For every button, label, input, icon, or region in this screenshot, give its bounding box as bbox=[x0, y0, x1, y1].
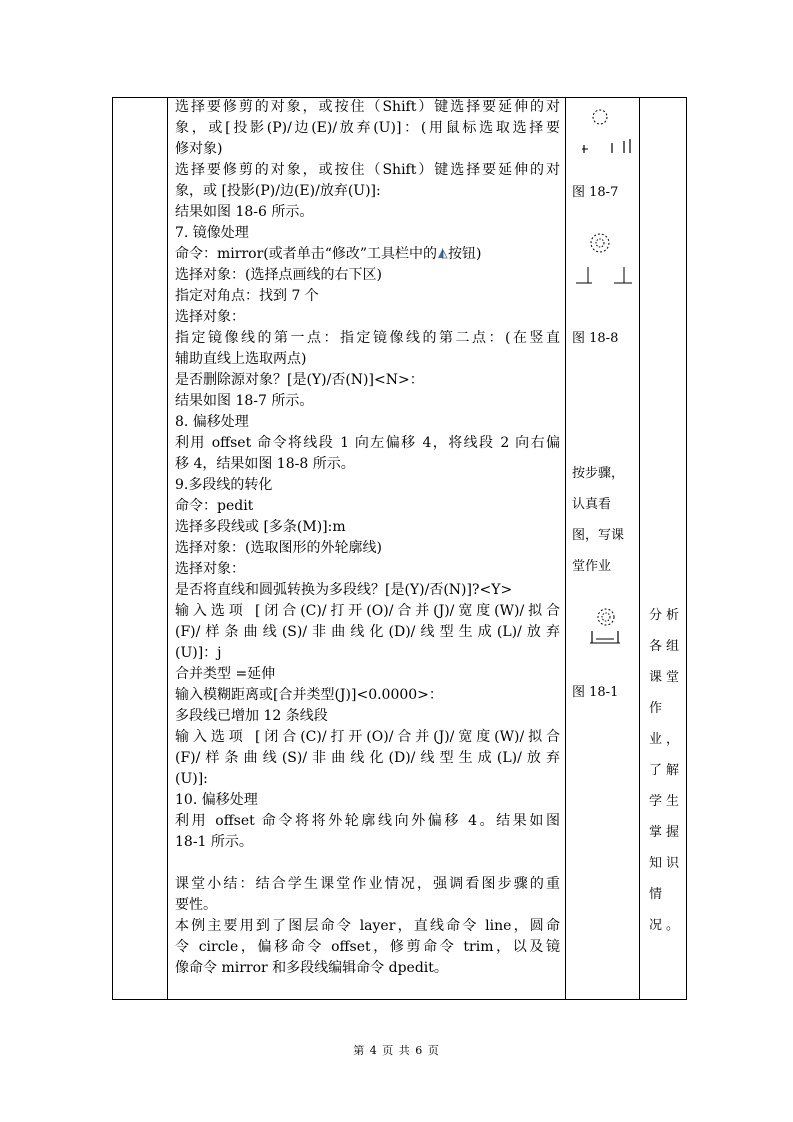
text-line: 选择要修剪的对象，或按住（Shift）键选择要延伸的对 bbox=[175, 99, 560, 115]
text-line: 合并类型 =延伸 bbox=[175, 666, 276, 682]
remark-line bbox=[649, 821, 679, 840]
figure-18-7-image bbox=[574, 103, 636, 153]
remark-char: 各 bbox=[649, 639, 663, 654]
remark-line bbox=[649, 883, 679, 902]
fig-note-2: 认真看 bbox=[572, 497, 612, 512]
text-line: 输入模糊距离或[合并类型(J)]<0.0000>： bbox=[175, 687, 443, 703]
text-line: 移 4，结果如图 18-8 所示。 bbox=[175, 456, 355, 472]
text-line bbox=[175, 244, 560, 265]
remark-char: 知 bbox=[649, 856, 663, 871]
remark-char: 作 bbox=[649, 701, 663, 716]
remark-char: 课 bbox=[649, 670, 663, 685]
text-line: 选择对象： bbox=[175, 561, 245, 577]
remark-line bbox=[649, 759, 679, 778]
mirror-tool-icon bbox=[437, 248, 448, 259]
text-line: 多段线已增加 12 条线段 bbox=[175, 708, 328, 724]
remark-line bbox=[649, 604, 679, 623]
text-line: 象，或[投影(P)/边(E)/放弃(U)]：(用鼠标选取选择要 bbox=[175, 120, 560, 136]
remark-char: 生 bbox=[665, 794, 679, 809]
text-line: 9.多段线的转化 bbox=[175, 477, 273, 493]
remark-line bbox=[649, 790, 679, 809]
text-line: (U)]：j bbox=[175, 645, 222, 661]
text-line: 辅助直线上选取两点) bbox=[175, 351, 307, 367]
remark-char: 堂 bbox=[665, 670, 679, 685]
text-line: 选择对象： bbox=[175, 309, 245, 325]
remark-char: 业 bbox=[649, 732, 663, 747]
remark-char: 学 bbox=[649, 794, 663, 809]
figure-18-1-caption: 图 18-1 bbox=[572, 685, 619, 700]
text-line: 选择对象：(选择点画线的右下区) bbox=[175, 267, 382, 283]
remark-char: 了 bbox=[649, 763, 663, 778]
column-divider-3 bbox=[639, 97, 640, 1000]
figure-18-8-image bbox=[574, 229, 636, 289]
remark-line bbox=[649, 852, 679, 871]
text-line: (F)/样条曲线(S)/非曲线化(D)/线型生成(L)/放弃 bbox=[175, 750, 560, 766]
text-line: 输入选项 [闭合(C)/打开(O)/合并(J)/宽度(W)/拟合 bbox=[175, 729, 560, 745]
remark-line bbox=[649, 697, 679, 716]
fig-note-1: 按步骤， bbox=[572, 466, 625, 481]
text-line: 命令：pedit bbox=[175, 498, 254, 514]
text-line: 选择多段线或 [多条(M)]:m bbox=[175, 519, 346, 535]
text-line: 要性。 bbox=[175, 897, 217, 913]
remark-line bbox=[649, 914, 679, 933]
remark-line bbox=[649, 728, 679, 747]
text-line: 10. 偏移处理 bbox=[175, 792, 258, 808]
text-line: 课堂小结：结合学生课堂作业情况，强调看图步骤的重 bbox=[175, 876, 560, 892]
figure-18-1-image bbox=[586, 603, 626, 651]
figure-18-8-caption: 图 18-8 bbox=[572, 331, 619, 346]
text-line: 7. 镜像处理 bbox=[175, 225, 249, 241]
text-line: 选择要修剪的对象，或按住（Shift）键选择要延伸的对 bbox=[175, 162, 560, 178]
text-line: 输入选项 [闭合(C)/打开(O)/合并(J)/宽度(W)/拟合 bbox=[175, 603, 560, 619]
text-line: (F)/样条曲线(S)/非曲线化(D)/线型生成(L)/放弃 bbox=[175, 624, 560, 640]
page-footer: 第 4 页 共 6 页 bbox=[353, 1044, 440, 1057]
remark-char: ， bbox=[665, 732, 679, 747]
text-line: 选择对象：(选取图形的外轮廓线) bbox=[175, 540, 382, 556]
text-line bbox=[175, 853, 560, 874]
text-line: 象，或 [投影(P)/边(E)/放弃(U)]: bbox=[175, 183, 381, 199]
remark-char: 情 bbox=[649, 887, 663, 902]
remark-char: 掌 bbox=[649, 825, 663, 840]
main-text-column bbox=[175, 97, 560, 979]
remark-char: 组 bbox=[665, 639, 679, 654]
text-line: 利用 offset 命令将线段 1 向左偏移 4，将线段 2 向右偏 bbox=[175, 435, 560, 451]
remark-char: 握 bbox=[665, 825, 679, 840]
text-line: 指定对角点：找到 7 个 bbox=[175, 288, 319, 304]
remark-char: 分 bbox=[649, 608, 663, 623]
text-line: 令 circle，偏移命令 offset，修剪命令 trim，以及镜 bbox=[175, 939, 560, 955]
remark-line bbox=[649, 635, 679, 654]
text-line: 8. 偏移处理 bbox=[175, 414, 249, 430]
text-line: (U)]: bbox=[175, 771, 208, 787]
fig-note-4: 堂作业 bbox=[572, 559, 612, 574]
text-line: 修对象) bbox=[175, 141, 223, 157]
text-line: 是否删除源对象？[是(Y)/否(N)]<N>： bbox=[175, 372, 424, 388]
remark-char: 解 bbox=[665, 763, 679, 778]
remark-char: 况 bbox=[649, 918, 663, 933]
text-line-segment: 按钮) bbox=[448, 246, 482, 262]
text-line: 利用 offset 命令将将外轮廓线向外偏移 4。结果如图 bbox=[175, 813, 560, 829]
text-line: 指定镜像线的第一点：指定镜像线的第二点：(在竖直 bbox=[175, 330, 560, 346]
text-line-segment: 命令：mirror(或者单击“修改”工具栏中的 bbox=[175, 246, 438, 262]
text-line: 本例主要用到了图层命令 layer，直线命令 line，圆命 bbox=[175, 918, 560, 934]
text-line: 像命令 mirror 和多段线编辑命令 dpedit。 bbox=[175, 960, 448, 976]
column-divider-2 bbox=[565, 97, 566, 1000]
text-line: 结果如图 18-6 所示。 bbox=[175, 204, 314, 220]
column-divider-1 bbox=[167, 97, 168, 1000]
remark-char: 识 bbox=[665, 856, 679, 871]
text-line: 是否将直线和圆弧转换为多段线？[是(Y)/否(N)]?<Y> bbox=[175, 582, 513, 598]
remark-char: 。 bbox=[665, 918, 679, 933]
text-line: 结果如图 18-7 所示。 bbox=[175, 393, 314, 409]
text-line: 18-1 所示。 bbox=[175, 834, 253, 850]
fig-note-3: 图，写课 bbox=[572, 528, 625, 543]
figure-18-7-caption: 图 18-7 bbox=[572, 185, 619, 200]
remark-char: 析 bbox=[665, 608, 679, 623]
remark-line bbox=[649, 666, 679, 685]
